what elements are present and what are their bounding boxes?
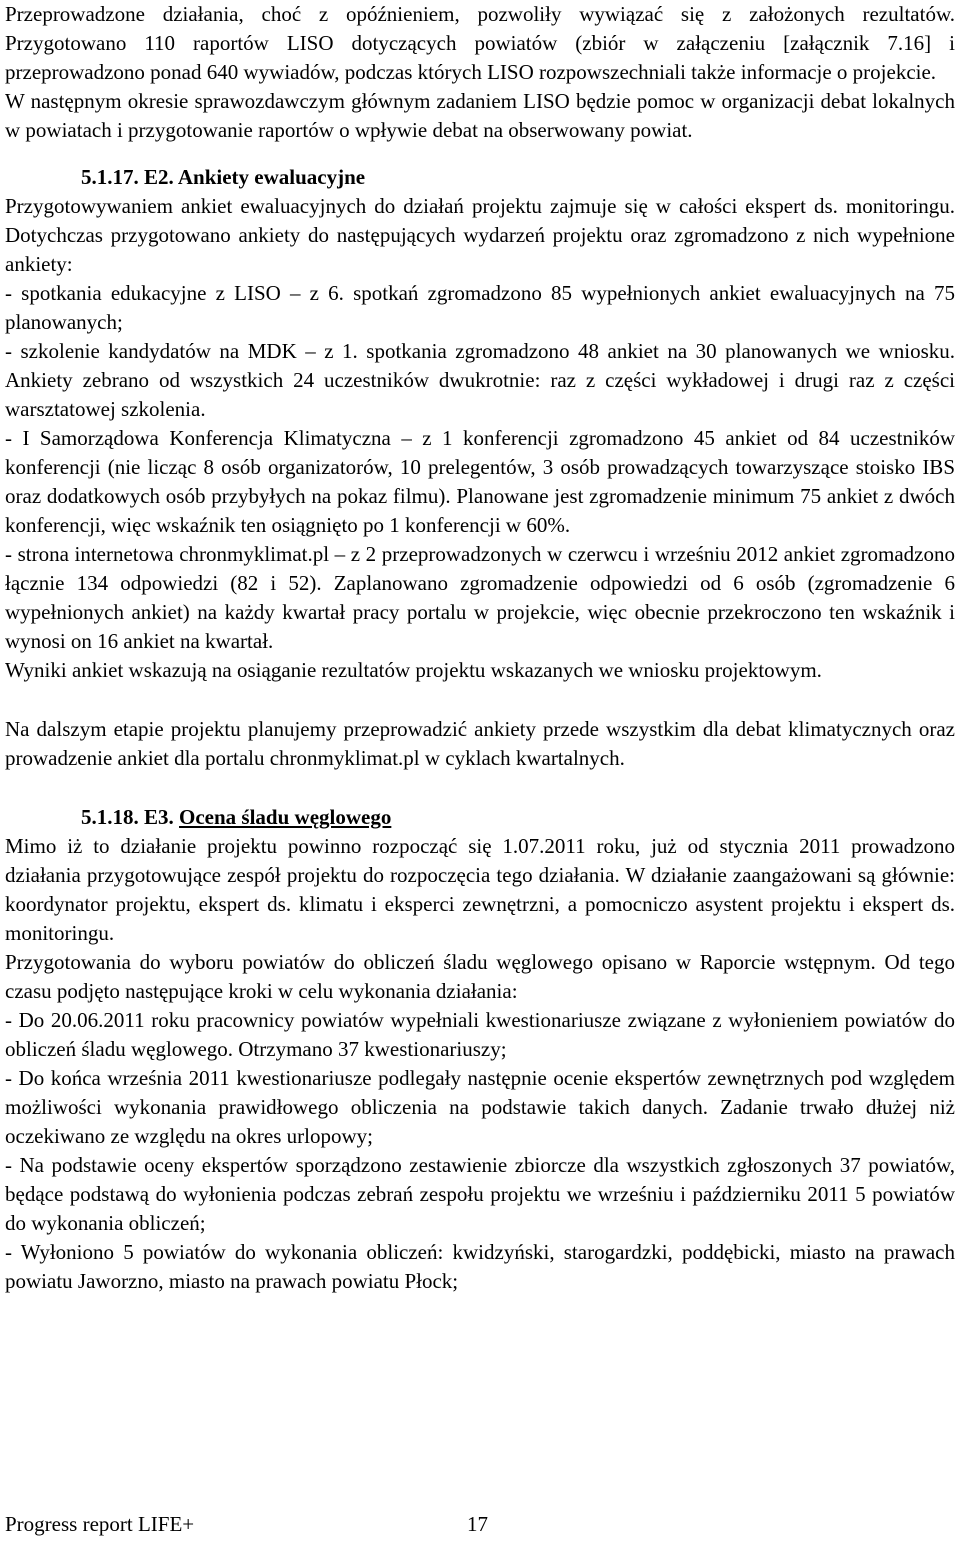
document-page [5,0,955,1296]
section-e3-heading [5,803,955,832]
section-e3-bullet-3: - Na podstawie oceny ekspertów sporządzono zestawienie zbiorcze dla wszystkich zgłoszonych 37 powiatów, będące podstawą do wyłonienia podczas zebrań zespołu projektu we wrześniu i październiku 2011 5 powiatów do wykonania obliczeń; [5,1153,955,1235]
intro-paragraph-1: Przeprowadzone działania, choć z opóźnieniem, pozwoliły wywiązać się z założonych rezultatów. Przygotowano 110 raportów LISO dotyczących powiatów (zbiór w załączeniu [załącznik 7.16] i przeprowadzono ponad 640 wywiadów, podczas których LISO rozpowszechniali także informacje o projekcie. [5,2,955,84]
section-e2-bullet-1: - spotkania edukacyjne z LISO – z 6. spotkań zgromadzono 85 wypełnionych ankiet ewaluacyjnych na 75 planowanych; [5,281,955,334]
section-e2-paragraph-3: Na dalszym etapie projektu planujemy przeprowadzić ankiety przede wszystkim dla debat klimatycznych oraz prowadzenie ankiet dla portalu chronmyklimat.pl w cyklach kwartalnych. [5,717,955,770]
footer-label: Progress report LIFE+ [5,1512,195,1536]
section-e3-number: 5.1.18. E3. [81,805,174,829]
section-e3-paragraph-2: Przygotowania do wyboru powiatów do obliczeń śladu węglowego opisano w Raporcie wstępnym. Od tego czasu podjęto następujące kroki w celu wykonania działania: [5,950,955,1003]
section-e3-bullet-1: - Do 20.06.2011 roku pracownicy powiatów wypełniali kwestionariusze związane z wyłonieniem powiatów do obliczeń śladu węglowego. Otrzymano 37 kwestionariuszy; [5,1008,955,1061]
section-e3-bullet-4: - Wyłoniono 5 powiatów do wykonania obliczeń: kwidzyński, starogardzki, poddębicki, miasto na prawach powiatu Jaworzno, miasto na prawach powiatu Płock; [5,1240,955,1293]
section-e2-heading [5,163,955,192]
page-number: 17 [467,1512,488,1536]
section-e2-number: 5.1.17. E2. [81,165,174,189]
page-footer [5,1510,605,1539]
section-e2-paragraph-1: Przygotowywaniem ankiet ewaluacyjnych do działań projektu zajmuje się w całości ekspert ds. monitoringu. Dotychczas przygotowano ankiety do następujących wydarzeń projektu oraz zgromadzono z nich wypełnione ankiety: [5,194,955,276]
section-e2-bullet-4: - strona internetowa chronmyklimat.pl – z 2 przeprowadzonych w czerwcu i wrześniu 2012 ankiet zgromadzono łącznie 134 odpowiedzi (82 i 52). Zaplanowano zgromadzenie odpowiedzi od 6 osób (zgromadzenie 6 wypełnionych ankiet) na każdy kwartał pracy portalu w projekcie, więc obecnie przekroczono ten wskaźnik i wynosi on 16 ankiet na kwartał. [5,542,955,653]
intro-paragraph-2: W następnym okresie sprawozdawczym głównym zadaniem LISO będzie pomoc w organizacji debat lokalnych w powiatach i przygotowanie raportów o wpływie debat na obserwowany powiat. [5,89,955,142]
section-e2-title: Ankiety ewaluacyjne [177,165,366,189]
section-e3-bullet-2: - Do końca września 2011 kwestionariusze podlegały następnie ocenie ekspertów zewnętrznych pod względem możliwości wykonania prawidłowego obliczenia na podstawie takich danych. Zadanie trwało dłużej niż oczekiwano ze względu na okres urlopowy; [5,1066,955,1148]
section-e2-bullet-3: - I Samorządowa Konferencja Klimatyczna – z 1 konferencji zgromadzono 45 ankiet od 84 uczestników konferencji (nie licząc 8 osób organizatorów, 10 prelegentów, 3 osób prowadzących towarzyszące stoisko IBS oraz dodatkowych osób przybyłych na pokaz filmu). Planowane jest zgromadzenie minimum 75 ankiet z dwóch konferencji, więc wskaźnik ten osiągnięto po 1 konferencji w 60%. [5,426,955,537]
section-e2-bullet-2: - szkolenie kandydatów na MDK – z 1. spotkania zgromadzono 48 ankiet na 30 planowanych we wniosku. Ankiety zebrano od wszystkich 24 uczestników dwukrotnie: raz z części wykładowej i drugi raz z części warsztatowej szkolenia. [5,339,955,421]
section-e3-paragraph-1: Mimo iż to działanie projektu powinno rozpocząć się 1.07.2011 roku, już od stycznia 2011 prowadzono działania przygotowujące zespół projektu do rozpoczęcia tego działania. W działanie zaangażowani są głównie: koordynator projektu, ekspert ds. klimatu i eksperci zewnętrzni, a pomocniczo asystent projektu i ekspert ds. monitoringu. [5,834,955,945]
section-e2-paragraph-2: Wyniki ankiet wskazują na osiąganie rezultatów projektu wskazanych we wniosku projektowym. [5,658,822,682]
section-e3-title: Ocena śladu węglowego [179,805,392,829]
